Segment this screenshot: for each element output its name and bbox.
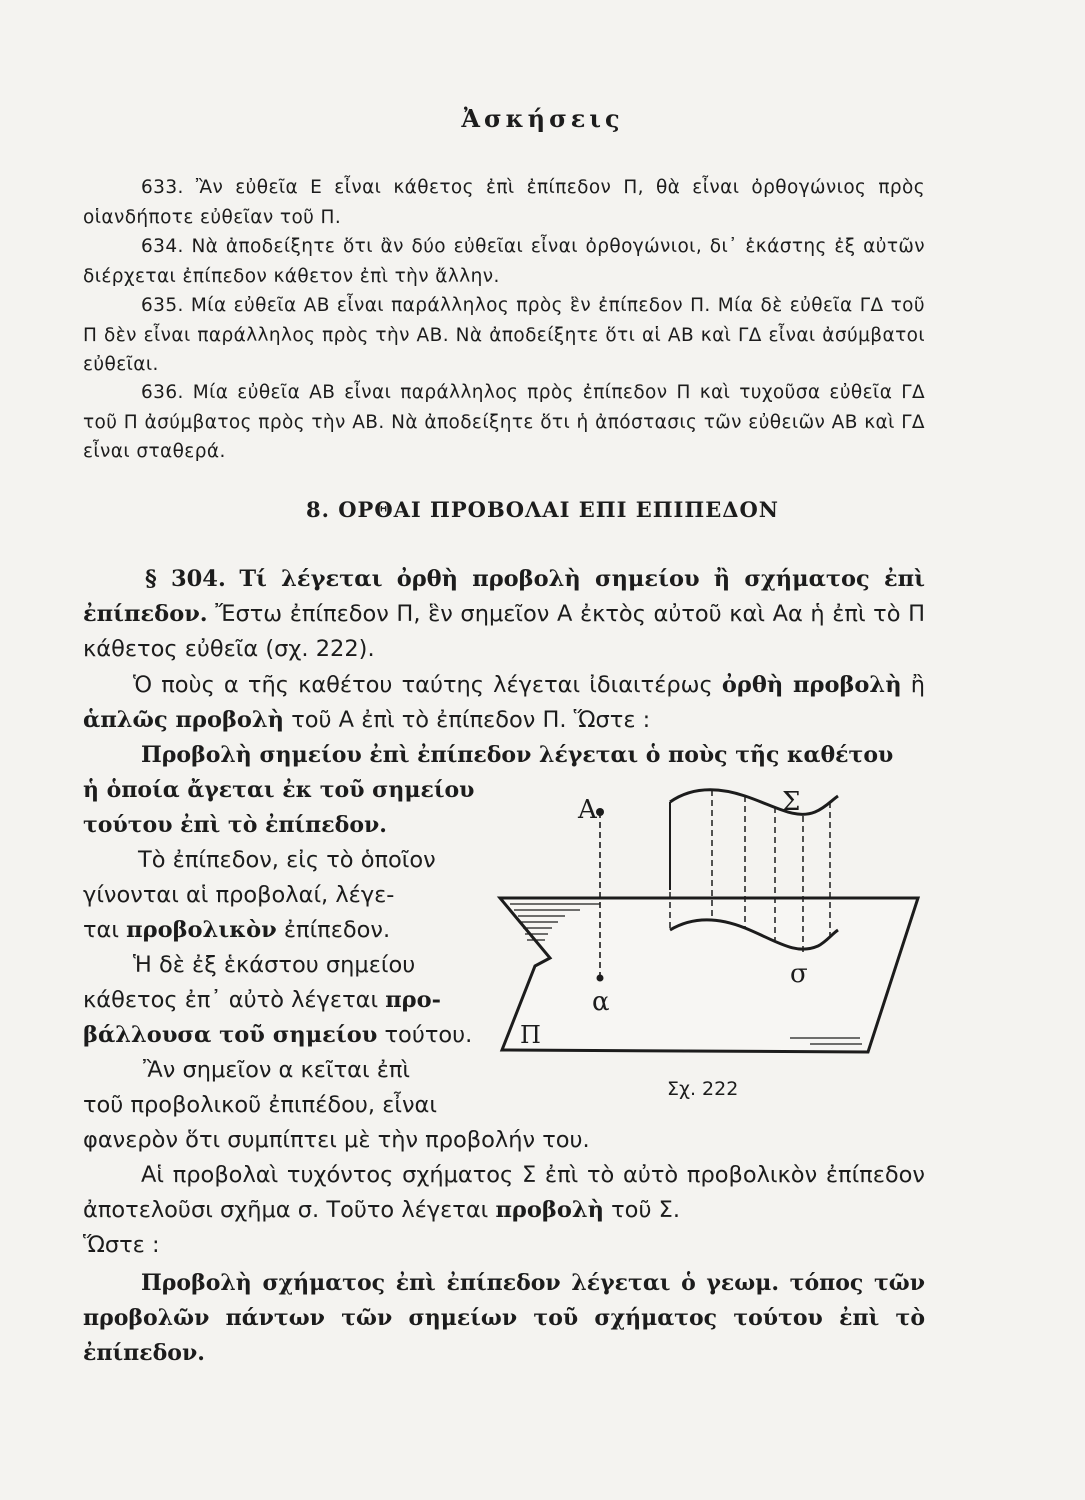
exercises-heading: Ἀσκήσεις — [461, 104, 624, 133]
text: τούτου. — [384, 1022, 473, 1048]
label-Sigma: Σ — [782, 787, 801, 817]
bold-term: προβολικὸν — [126, 917, 277, 943]
label-Pi: Π — [520, 1021, 541, 1049]
text-line: γίνονται αἱ προβολαί, λέγε- — [83, 882, 395, 908]
text: τοῦ Α ἐπὶ τὸ ἐπίπεδον Π. Ὥστε : — [291, 707, 651, 733]
definition-figure-projection — [83, 1266, 925, 1371]
paragraph-figure-projection — [83, 1158, 925, 1263]
label-sigma: σ — [790, 959, 808, 989]
text-line: Ἡ δὲ ἐξ ἑκάστου σημείου — [133, 952, 416, 978]
exercise-number: 633. — [141, 177, 184, 198]
text: Ὁ ποὺς α τῆς καθέτου ταύτης λέγεται ἰδιαιτέρως — [133, 672, 713, 698]
definition-line: Προβολὴ σημείου ἐπὶ ἐπίπεδον λέγεται ὁ ποὺς τῆς καθέτου — [141, 742, 894, 768]
text-line: φανερὸν ὅτι συμπίπτει μὲ τὴν προβολήν του. — [83, 1127, 590, 1153]
point-alpha — [597, 975, 604, 982]
figure-222 — [490, 780, 930, 1080]
exercise-text: Μία εὐθεῖα ΑΒ εἶναι παράλληλος πρὸς ἐπίπεδον Π καὶ τυχοῦσα εὐθεῖα ΓΔ τοῦ Π ἀσύμβατος πρὸς τὴν ΑΒ. Νὰ ἀποδείξητε ὅτι ἡ ἀπόστασις τῶν εὐθειῶν ΑΒ καὶ ΓΔ εἶναι σταθερά. — [83, 382, 926, 462]
text: ἐπίπεδον. — [283, 917, 391, 943]
exercise-635 — [83, 291, 925, 380]
exercise-number: 635. — [141, 295, 184, 316]
exercise-text: Ἂν εὐθεῖα Ε εἶναι κάθετος ἐπὶ ἐπίπεδον Π, θὰ εἶναι ὀρθογώνιος πρὸς οἱανδήποτε εὐθεῖαν τοῦ Π. — [83, 177, 926, 228]
paragraph-projecting-line — [83, 948, 503, 1053]
bold-term: βάλλουσα τοῦ σημείου — [83, 1022, 378, 1048]
paragraph-projective-plane — [83, 843, 503, 948]
text: ἢ — [910, 672, 925, 698]
exercise-text: Νὰ ἀποδείξητε ὅτι ἂν δύο εὐθεῖαι εἶναι ὀρθογώνιοι, δι᾿ ἑκάστης ἐξ αὐτῶν διέρχεται ἐπίπεδον κάθετον ἐπὶ τὴν ἄλλην. — [83, 236, 925, 287]
section-title: 8. ΟΡΘΑΙ ΠΡΟΒΟΛΑΙ ΕΠΙ ΕΠΙΠΕΔΟΝ — [306, 497, 779, 522]
text-line: Ὥστε : — [83, 1232, 160, 1258]
text-line: Ἂν σημεῖον α κεῖται ἐπὶ — [143, 1057, 411, 1083]
bold-term: προ- — [385, 987, 441, 1013]
text: τοῦ Σ. — [611, 1197, 680, 1223]
label-A: Α — [578, 795, 597, 825]
exercise-633 — [83, 173, 925, 232]
paragraph-304 — [83, 562, 925, 667]
exercise-number: 634. — [141, 236, 184, 257]
text-line: τοῦ προβολικοῦ ἐπιπέδου, εἶναι — [83, 1092, 438, 1118]
text-line: Τὸ ἐπίπεδον, εἰς τὸ ὁποῖον — [138, 847, 436, 873]
bold-term: προβολὴ — [495, 1197, 604, 1223]
definition-line: τούτου ἐπὶ τὸ ἐπίπεδον. — [83, 812, 387, 838]
definition-line: ἡ ὁποία ἄγεται ἐκ τοῦ σημείου — [83, 777, 475, 803]
label-alpha: α — [592, 987, 610, 1017]
text: Αἱ προβολαὶ τυχόντος σχήματος Σ ἐπὶ τὸ αὐτὸ προβολικὸν ἐπίπεδον ἀποτελοῦσι σχῆμα σ. Τοῦτο λέγεται — [83, 1162, 925, 1223]
exercise-number: 636. — [141, 382, 184, 403]
exercise-636 — [83, 378, 925, 467]
paragraph-orthe-provoli — [83, 668, 925, 738]
paragraph-text: Ἔστω ἐπίπεδον Π, ἓν σημεῖον Α ἐκτὸς αὐτοῦ καὶ Αα ἡ ἐπὶ τὸ Π κάθετος εὐθεῖα (σχ. 222). — [83, 601, 925, 662]
bold-term: ὀρθὴ προβολὴ — [721, 672, 902, 698]
paragraph-number: § 304. — [145, 566, 226, 592]
bold-term: ἁπλῶς προβολὴ — [83, 707, 285, 733]
figure-caption: Σχ. 222 — [667, 1078, 739, 1100]
text: κάθετος ἐπ᾿ αὐτὸ λέγεται — [83, 987, 379, 1013]
exercise-634 — [83, 232, 925, 291]
exercise-text: Μία εὐθεῖα ΑΒ εἶναι παράλληλος πρὸς ἓν ἐπίπεδον Π. Μία δὲ εὐθεῖα ΓΔ τοῦ Π δὲν εἶναι παράλληλος πρὸς τὴν ΑΒ. Νὰ ἀποδείξητε ὅτι αἱ ΑΒ καὶ ΓΔ εἶναι ἀσύμβατοι εὐθεῖαι. — [83, 295, 925, 375]
curve-Sigma — [670, 790, 838, 815]
paragraph-title: Τί λέγεται ὀρθὴ προβολὴ σημείου ἢ σχήματος ἐπὶ ἐπίπεδον. — [83, 566, 925, 627]
definition-text: Προβολὴ σχήματος ἐπὶ ἐπίπεδον λέγεται ὁ γεωμ. τόπος τῶν προβολῶν πάντων τῶν σημείων τοῦ σχήματος τούτου ἐπὶ τὸ ἐπίπεδον. — [83, 1270, 925, 1366]
text: ται — [83, 917, 119, 943]
